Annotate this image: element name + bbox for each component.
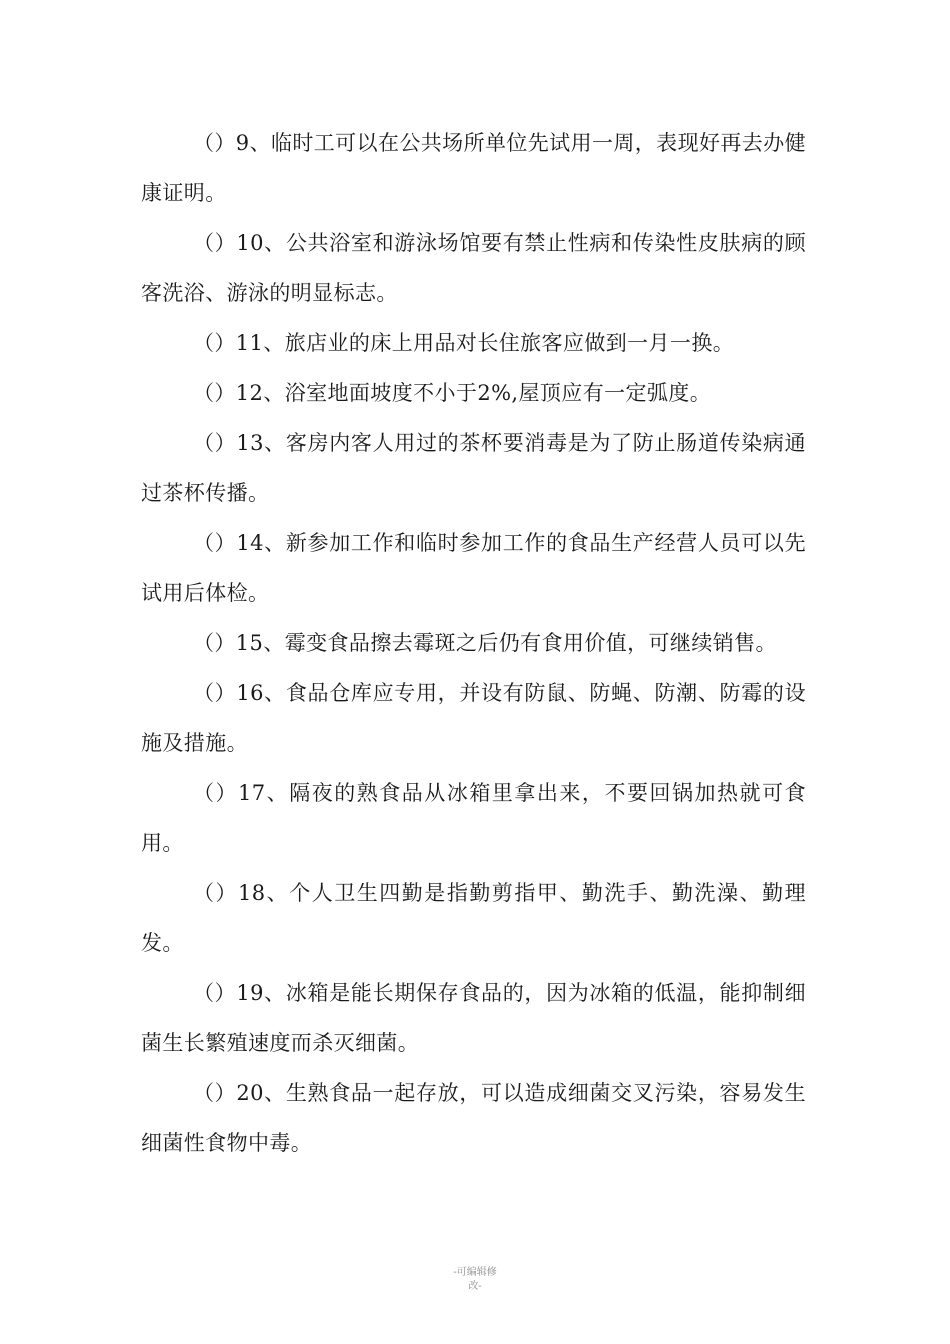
question-20: （）20、生熟食品一起存放，可以造成细菌交叉污染，容易发生细菌性食物中毒。 [141,1081,806,1155]
question-11: （）11、旅店业的床上用品对长住旅客应做到一月一换。 [193,331,735,355]
page-footer [0,1266,950,1294]
question-9: （）9、临时工可以在公共场所单位先试用一周，表现好再去办健康证明。 [141,131,806,205]
footer-line-1: -可编辑修 [453,1267,497,1278]
question-16: （）16、食品仓库应专用，并设有防鼠、防蝇、防潮、防霉的设施及措施。 [141,681,806,755]
question-19: （）19、冰箱是能长期保存食品的，因为冰箱的低温，能抑制细菌生长繁殖速度而杀灭细菌。 [141,981,806,1055]
question-12: （）12、浴室地面坡度不小于2%,屋顶应有一定弧度。 [193,381,712,405]
question-13: （）13、客房内客人用过的茶杯要消毒是为了防止肠道传染病通过茶杯传播。 [141,431,806,505]
question-17: （）17、隔夜的熟食品从冰箱里拿出来，不要回锅加热就可食用。 [141,781,806,855]
question-10: （）10、公共浴室和游泳场馆要有禁止性病和传染性皮肤病的顾客洗浴、游泳的明显标志。 [141,231,806,305]
question-14: （）14、新参加工作和临时参加工作的食品生产经营人员可以先试用后体检。 [141,531,806,605]
question-15: （）15、霉变食品擦去霉斑之后仍有食用价值，可继续销售。 [193,631,777,655]
question-18: （）18、个人卫生四勤是指勤剪指甲、勤洗手、勤洗澡、勤理发。 [141,881,806,955]
footer-line-2: 改- [468,1281,482,1292]
question-list [141,118,806,1168]
